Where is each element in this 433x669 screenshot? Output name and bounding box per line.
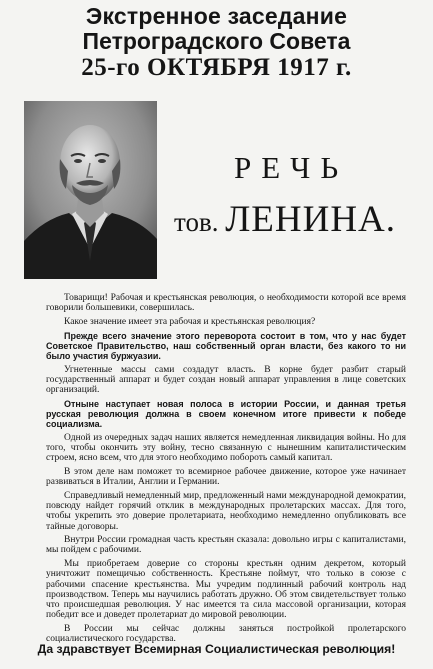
- paragraph: Одной из очередных задач наших является немедленная ликвидация войны. Но для того, чтобы окончить эту войну, тесно связанную с нынешним капиталистическим строем, ясно всем, что для этого необходимо побороть самый капитал.: [46, 432, 406, 464]
- title-lenin: ЛЕНИНА.: [225, 199, 397, 240]
- title-comrade: [174, 198, 396, 241]
- paragraph: Какое значение имеет эта рабочая и крестьянская революция?: [64, 316, 316, 327]
- paragraph-bold: Прежде всего значение этого переворота состоит в том, что у нас будет Советское Правительство, наш собственный орган власти, без какого то ни было участия буржуазии.: [46, 330, 406, 362]
- portrait-photo: [24, 101, 157, 279]
- paragraph: Угнетенные массы сами создадут власть. В корне будет разбит старый государственный аппарат и будет создан новый аппарат управления в лице советских организаций.: [46, 364, 406, 396]
- header-line-2: Петроградского Совета: [82, 28, 351, 54]
- paragraph: Мы приобретаем доверие со стороны крестьян одним декретом, который уничтожит помещичью собственность. Крестьяне поймут, что только в союзе с рабочими спасение крестьянства. Мы учредим подлинный рабочий контроль над производством. Теперь мы научились работать дружно. Об этом свидетельствует только что происшедшая революция. У нас имеется та сила массовой организации, которая победит все и доведет пролетариат до мировой революции.: [46, 559, 406, 621]
- paragraph: Товарищи! Рабочая и крестьянская революция, о необходимости которой все время говорили большевики, совершилась.: [46, 293, 406, 314]
- speech-body: [46, 293, 406, 648]
- paragraph: Внутри России громадная часть крестьян сказала: довольно игры с капиталистами, мы пойдем с рабочими.: [46, 535, 406, 556]
- paragraph: В этом деле нам поможет то всемирное рабочее движение, которое уже начинает развиваться в Италии, Англии и Германии.: [46, 467, 406, 488]
- closing-slogan: Да здравствует Всемирная Социалистическая революция!: [37, 642, 396, 656]
- header: [0, 4, 433, 82]
- title-tov-abbr: тов.: [174, 207, 219, 237]
- title-speech: РЕЧЬ: [234, 150, 349, 185]
- paragraph: В России мы сейчас должны заняться постройкой пролетарского социалистического государства.: [46, 623, 406, 645]
- header-line-1: Экстренное заседание: [85, 3, 348, 29]
- paragraph-bold: Отныне наступает новая полоса в истории России, и данная третья русская революция должна в своем конечном итоге привести к победе социализма.: [46, 398, 406, 430]
- portrait-illustration: [24, 101, 157, 279]
- header-date: 25-го ОКТЯБРЯ 1917 г.: [81, 54, 352, 81]
- paragraph: Справедливый немедленный мир, предложенный нами международной демократии, повсюду найдет горячий отклик в международных пролетарских массах. Для того, чтобы укрепить это доверие пролетариата, необходимо немедленно опубликовать все тайные договоры.: [46, 490, 407, 532]
